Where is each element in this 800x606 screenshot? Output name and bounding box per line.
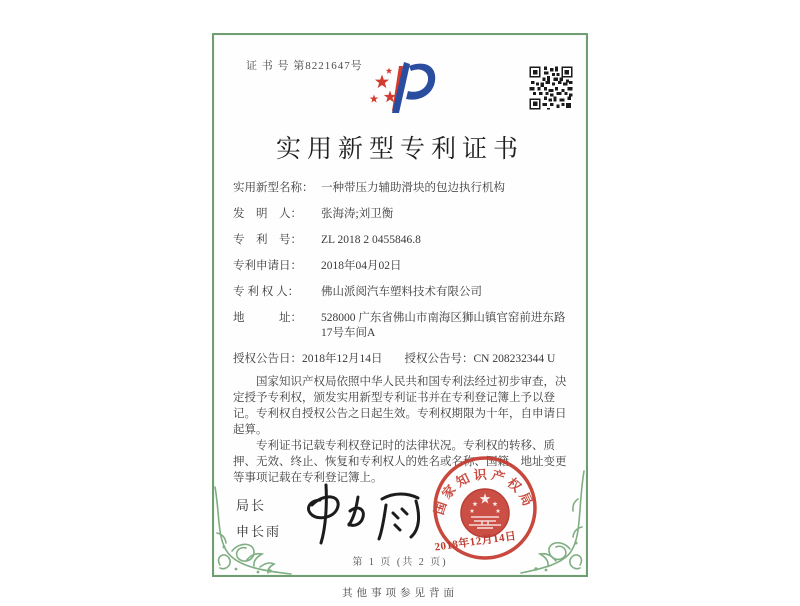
legal-paragraph-2: 专利证书记载专利权登记时的法律状况。专利权的转移、质押、无效、终止、恢复和专利权人的姓名或名称、国籍、地址变更等事项记载在专利登记簿上。 [233,440,567,484]
field-label: 实用新型名称： [233,182,314,194]
field-label: 专 利 号： [233,234,302,246]
field-application-date [233,259,571,274]
director-title: 局长 [236,498,267,513]
field-value: 张海涛;刘卫衡 [321,208,394,220]
seal-ring-text: 国家知识产权局 [431,466,538,517]
director-block [236,493,281,545]
seal-date: 2018年12月14日 [433,530,518,554]
legal-paragraph-1: 国家知识产权局依照中华人民共和国专利法经过初步审查，决定授予专利权，颁发实用新型专利证书并在专利登记簿上予以登记。专利权自授权公告之日起生效。专利权期限为十年，自申请日起算。 [233,376,567,436]
field-inventor [233,207,571,222]
field-label: 地 址： [233,312,302,324]
field-value: 2018年04月02日 [321,260,402,272]
field-label: 发 明 人： [233,208,302,220]
field-value: 佛山派阅汽车塑料技术有限公司 [321,286,482,298]
cnipa-patent-logo-icon [362,59,438,117]
certificate-body [233,181,571,486]
field-patentee [233,285,571,300]
signature-handwriting-icon [292,475,432,555]
grant-announcement-row [233,352,571,367]
field-value: 一种带压力辅助滑块的包边执行机构 [321,182,505,194]
certificate-title: 实用新型专利证书 [275,136,524,163]
grant-date-value: 2018年12月14日 [302,353,383,365]
field-value: ZL 2018 2 0455846.8 [321,234,421,246]
field-value: 528000 广东省佛山市南海区狮山镇官窑前进东路17号车间A [321,312,566,339]
certificate-border-frame [212,33,588,577]
grant-number [405,352,556,367]
page-number: 第 1 页 (共 2 页) [352,557,448,568]
grant-date-label: 授权公告日： [233,353,302,365]
reverse-side-note: 其他事项参见背面 [342,588,458,599]
director-name: 申长雨 [236,524,282,539]
grant-number-label: 授权公告号： [404,353,474,365]
field-address [233,311,571,341]
field-label: 专利申请日： [233,260,302,272]
logo-stars-icon [370,68,396,103]
certificate-number: 证 书 号 第8221647号 [246,60,363,72]
qr-code [528,65,574,111]
grant-date [233,352,383,367]
field-patent-number [233,233,571,248]
field-utility-model-name [233,181,571,196]
grant-number-value: CN 208232344 U [473,353,556,365]
field-label: 专 利 权 人： [233,286,300,298]
